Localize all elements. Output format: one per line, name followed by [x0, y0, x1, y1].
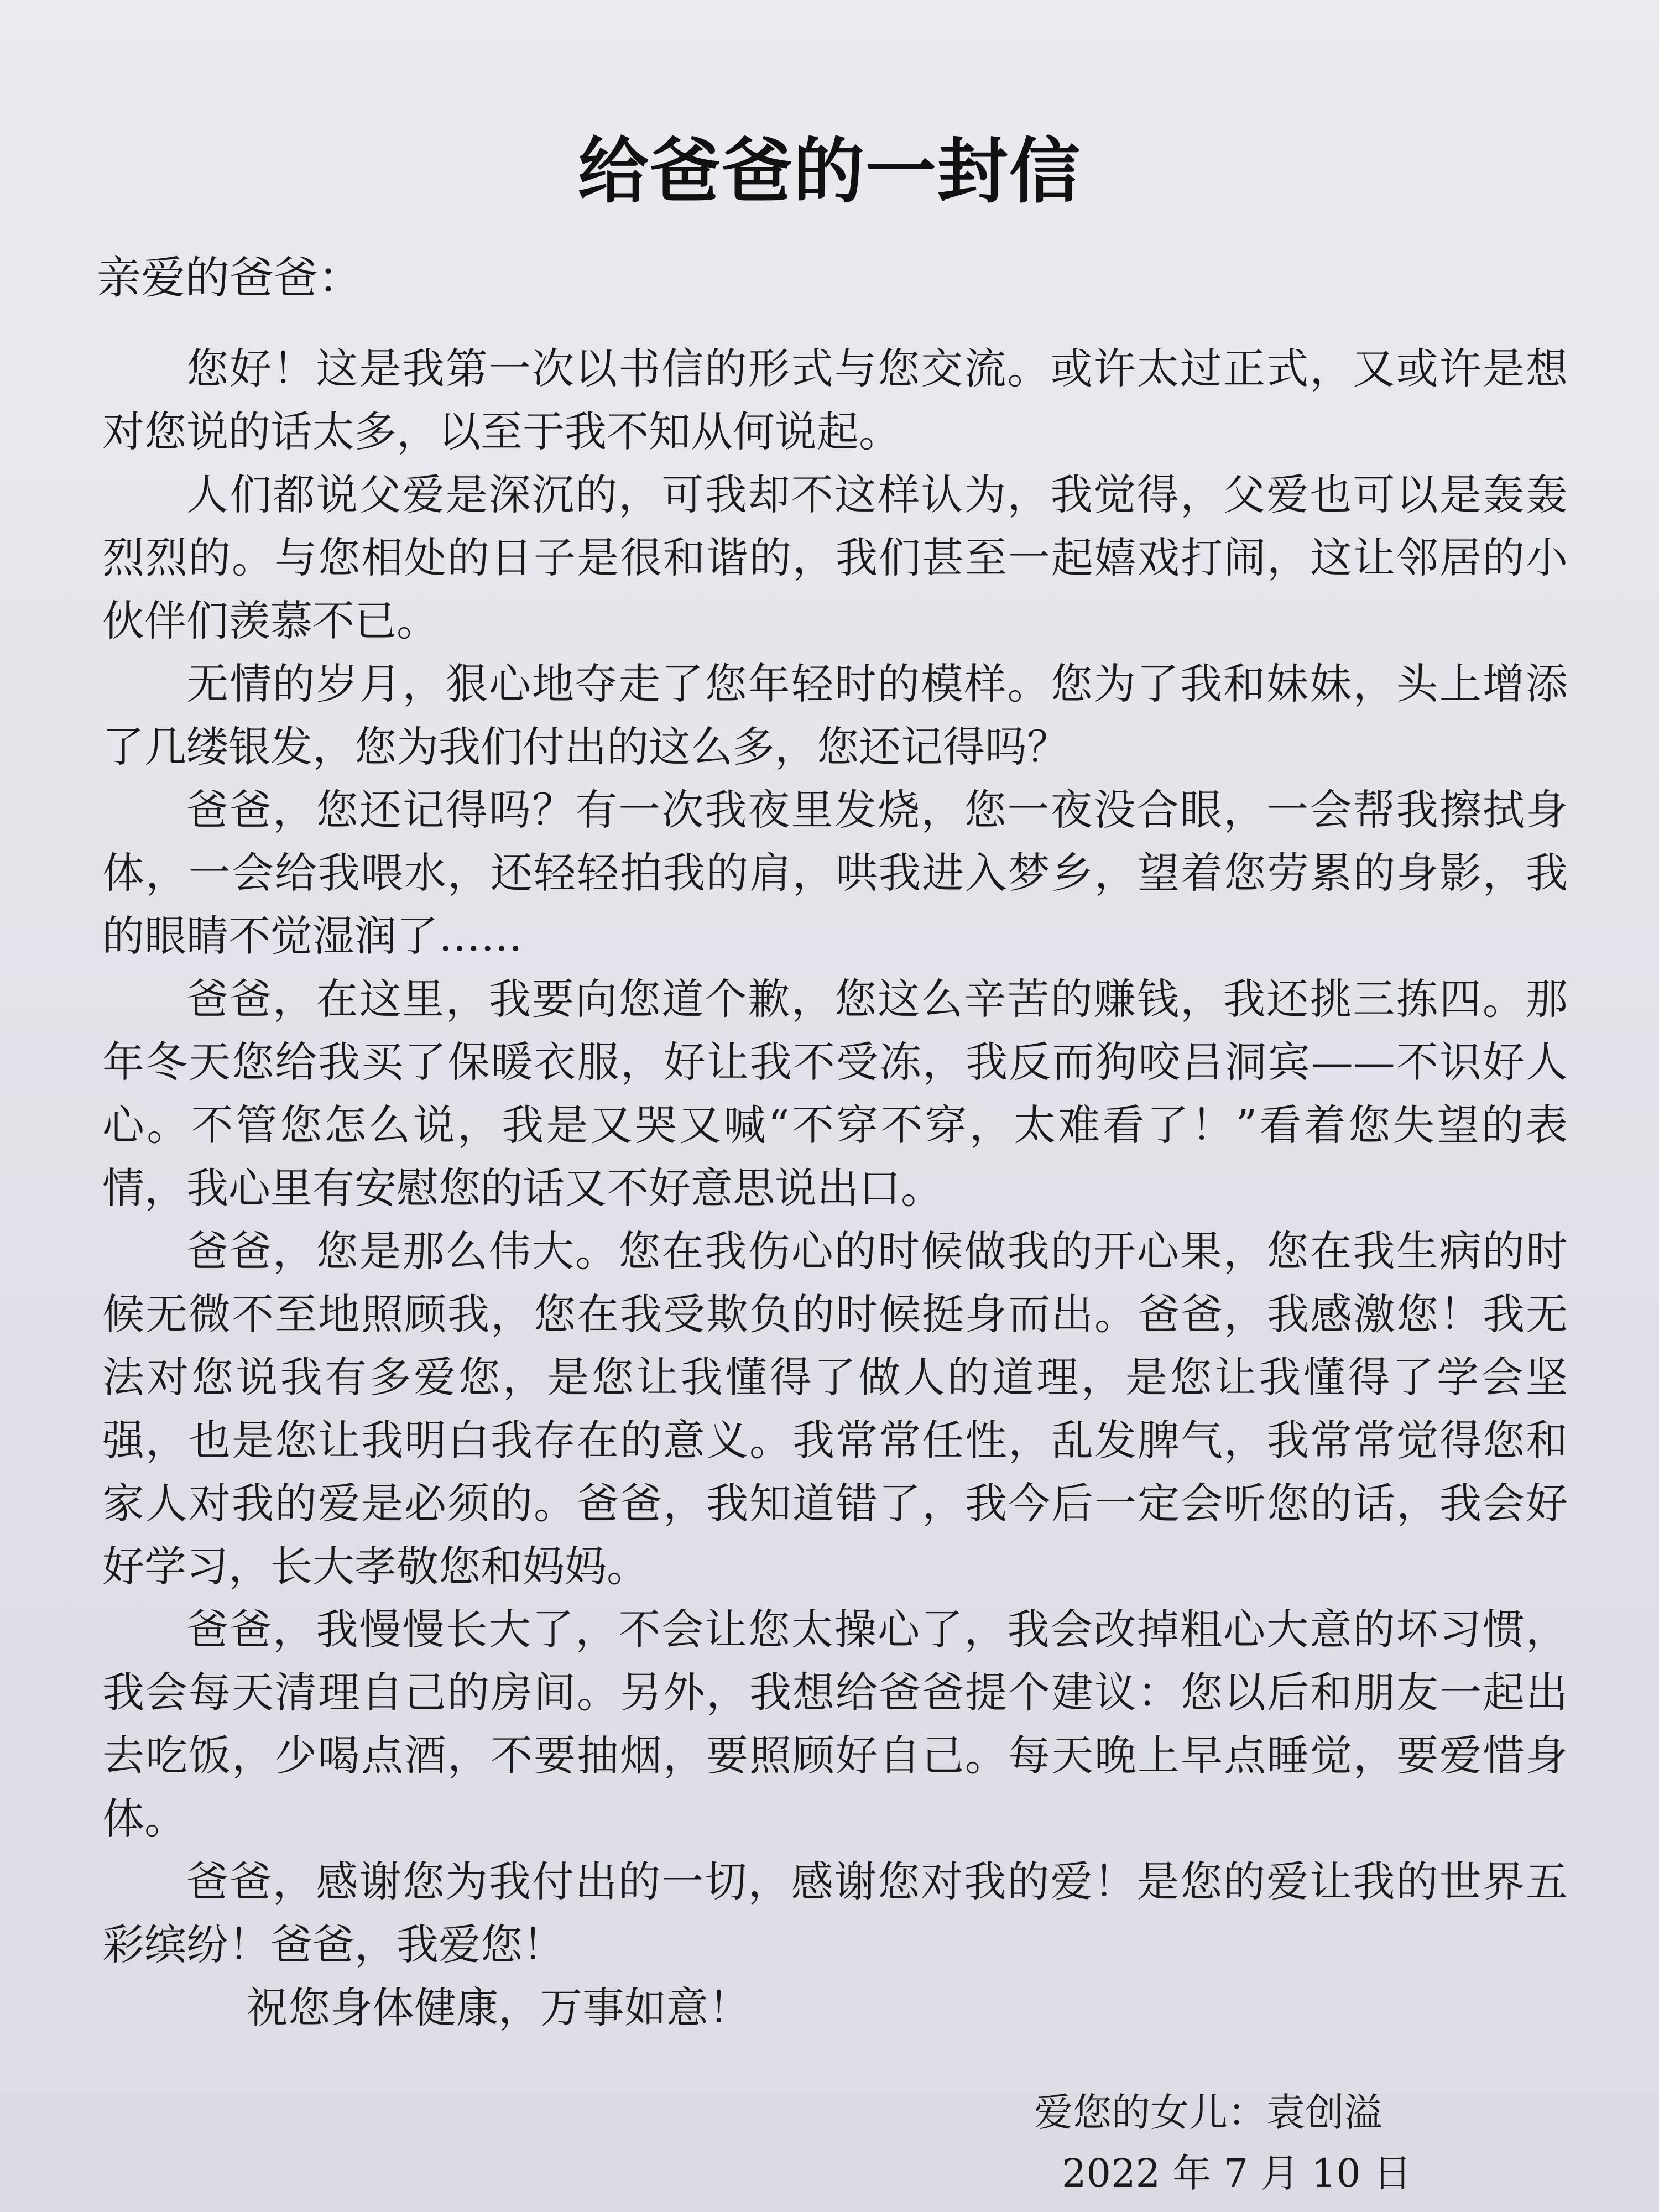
letter-body	[102, 337, 1568, 2039]
letter-paragraph: 爸爸，您还记得吗？有一次我夜里发烧，您一夜没合眼，一会帮我擦拭身体，一会给我喂水，还轻轻拍我的肩，哄我进入梦乡，望着您劳累的身影，我的眼睛不觉湿润了……	[102, 785, 1568, 961]
letter-paragraph: 爸爸，您是那么伟大。您在我伤心的时候做我的开心果，您在我生病的时候无微不至地照顾我，您在我受欺负的时候挺身而出。爸爸，我感激您！我无法对您说我有多爱您，是您让我懂得了做人的道理，是您让我懂得了学会坚强，也是您让我明白我存在的意义。我常常任性，乱发脾气，我常常觉得您和家人对我的爱是必须的。爸爸，我知道错了，我今后一定会听您的话，我会好好学习，长大孝敬您和妈妈。	[102, 1227, 1568, 1591]
letter-paragraph: 您好！这是我第一次以书信的形式与您交流。或许太过正式，又或许是想对您说的话太多，以至于我不知从何说起。	[102, 344, 1568, 456]
letter-paragraph: 爸爸，在这里，我要向您道个歉，您这么辛苦的赚钱，我还挑三拣四。那年冬天您给我买了保暖衣服，好让我不受冻，我反而狗咬吕洞宾——不识好人心。不管您怎么说，我是又哭又喊“不穿不穿，太难看了！”看着您失望的表情，我心里有安慰您的话又不好意思说出口。	[102, 974, 1568, 1213]
letter-greeting: 亲爱的爸爸：	[97, 252, 362, 304]
letter-paragraph: 爸爸，我慢慢长大了，不会让您太操心了，我会改掉粗心大意的坏习惯，我会每天清理自己的房间。另外，我想给爸爸提个建议：您以后和朋友一起出去吃饭，少喝点酒，不要抽烟，要照顾好自己。每天晚上早点睡觉，要爱惜身体。	[102, 1605, 1568, 1843]
letter-date: 2022 年 7 月 10 日	[1062, 2151, 1412, 2196]
letter-paragraph: 爸爸，感谢您为我付出的一切，感谢您对我的爱！是您的爱让我的世界五彩缤纷！爸爸，我爱您！	[102, 1857, 1568, 1969]
letter-closing-wish: 祝您身体健康，万事如意！	[246, 1983, 750, 2032]
letter-paragraph: 人们都说父爱是深沉的，可我却不这样认为，我觉得，父爱也可以是轰轰烈烈的。与您相处的日子是很和谐的，我们甚至一起嬉戏打闹，这让邻居的小伙伴们羡慕不已。	[102, 470, 1568, 645]
letter-signature: 爱您的女儿：袁创溢	[1034, 2090, 1383, 2135]
letter-paragraph: 无情的岁月，狠心地夺走了您年轻时的模样。您为了我和妹妹，头上增添了几缕银发，您为我们付出的这么多，您还记得吗？	[102, 659, 1568, 771]
letter-title: 给爸爸的一封信	[577, 130, 1081, 213]
